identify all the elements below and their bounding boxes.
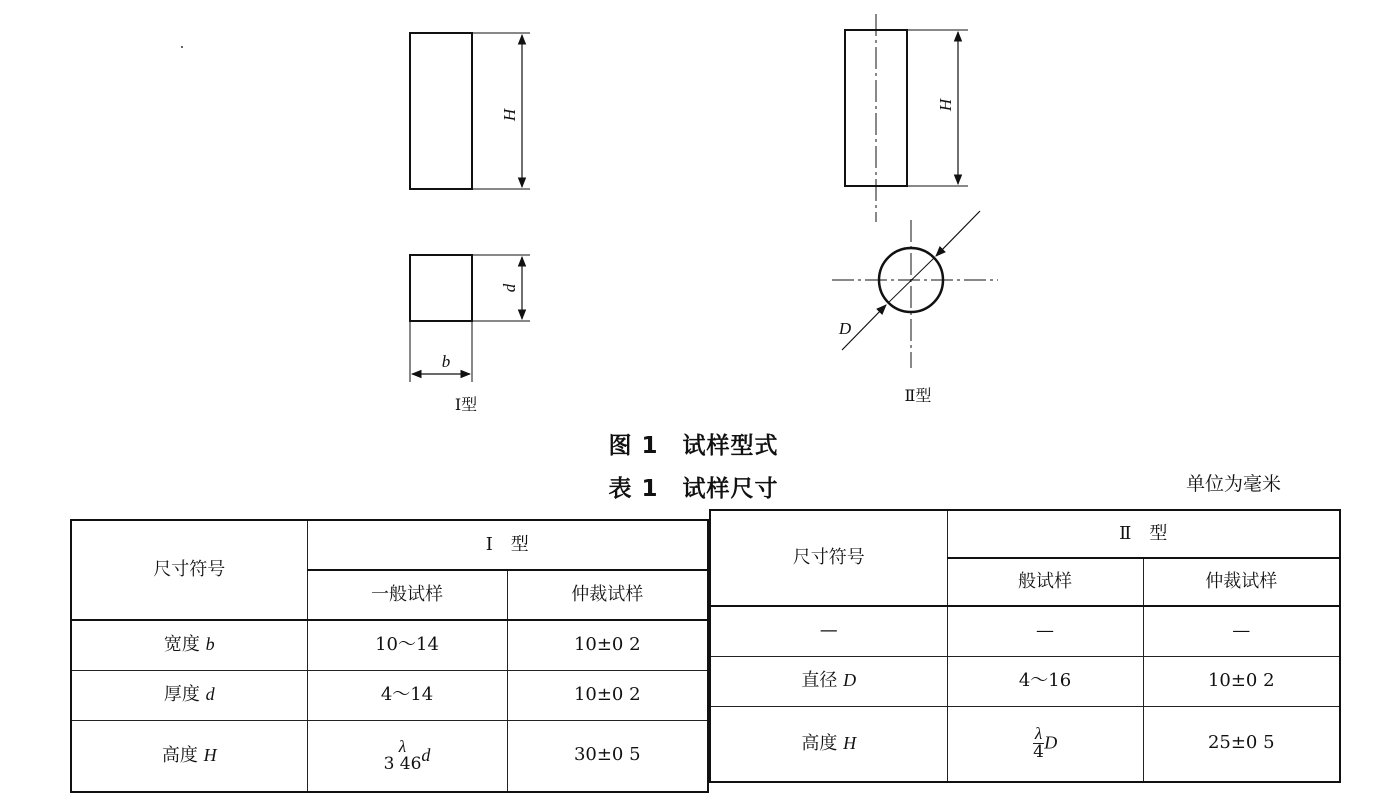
- unit-note: 单位为毫米: [1186, 473, 1282, 495]
- row-height-general-right: $\frac{\lambda}{4}$ D: [947, 706, 1143, 782]
- row-empty-symbol: [710, 606, 947, 656]
- row-diameter-arbitration: 10±0 2: [1143, 656, 1340, 706]
- row-diameter-symbol: [710, 656, 947, 706]
- row-thickness-general: 4～14: [307, 670, 507, 720]
- table-type1: [70, 519, 709, 793]
- row-width-arbitration: 10±0 2: [507, 620, 708, 670]
- symbol-text: 高度: [161, 744, 198, 766]
- row-height-symbol: [71, 720, 307, 792]
- row-height-arbitration-right: 25±0 5: [1143, 706, 1340, 782]
- row-thickness-arbitration: 10±0 2: [507, 670, 708, 720]
- row-diameter-general: 4～16: [947, 656, 1143, 706]
- symbol-var: H: [203, 744, 217, 765]
- header-symbol-left: 尺寸符号: [71, 520, 307, 620]
- row-width-general: 10～14: [307, 620, 507, 670]
- formula-fraction: $\frac{\lambda}{4}$: [1033, 724, 1044, 763]
- table-type2: [709, 509, 1341, 783]
- header-symbol-right: 尺寸符号: [710, 510, 947, 606]
- label-type2: Ⅱ型: [904, 386, 932, 405]
- row-thickness-symbol: [71, 670, 307, 720]
- symbol-var: d: [205, 684, 215, 705]
- figure-caption: 图 1 试样型式: [608, 433, 779, 459]
- label-H-type1: H: [500, 108, 519, 122]
- type2-front-view: [845, 14, 968, 222]
- header-type2: Ⅱ 型: [947, 510, 1340, 558]
- symbol-text: —: [819, 619, 838, 641]
- formula-fraction: λ 3 46: [383, 736, 422, 774]
- symbol-text: 直径: [801, 670, 838, 692]
- label-d-type1: d: [500, 283, 519, 293]
- symbol-var: D: [843, 670, 857, 691]
- label-H-type2: H: [936, 98, 955, 112]
- row-empty-arbitration: —: [1143, 606, 1340, 656]
- symbol-text: 高度: [801, 732, 838, 754]
- row-height-arbitration: 30±0 5: [507, 720, 708, 792]
- symbol-var: b: [205, 634, 215, 655]
- label-b-type1: b: [441, 352, 451, 371]
- subheader-arbitration-right: 仲裁试样: [1143, 558, 1340, 606]
- symbol-text: 宽度: [163, 634, 200, 656]
- symbol-var: H: [843, 732, 857, 753]
- type1-top-view: [410, 255, 530, 382]
- table-caption: 表 1 试样尺寸: [608, 476, 779, 502]
- row-empty-general: —: [947, 606, 1143, 656]
- subheader-general-left: 一般试样: [307, 570, 507, 620]
- label-type1: I型: [454, 395, 478, 414]
- subheader-general-right: 般试样: [947, 558, 1143, 606]
- row-height-symbol-right: [710, 706, 947, 782]
- row-width-symbol: [71, 620, 307, 670]
- symbol-text: 厚度: [163, 684, 200, 706]
- label-D-type2: D: [838, 319, 852, 338]
- subheader-arbitration-left: 仲裁试样: [507, 570, 708, 620]
- header-type1: Ⅰ 型: [307, 520, 708, 570]
- row-height-general: λ 3 46 d: [307, 720, 507, 792]
- type2-top-view: [832, 211, 998, 368]
